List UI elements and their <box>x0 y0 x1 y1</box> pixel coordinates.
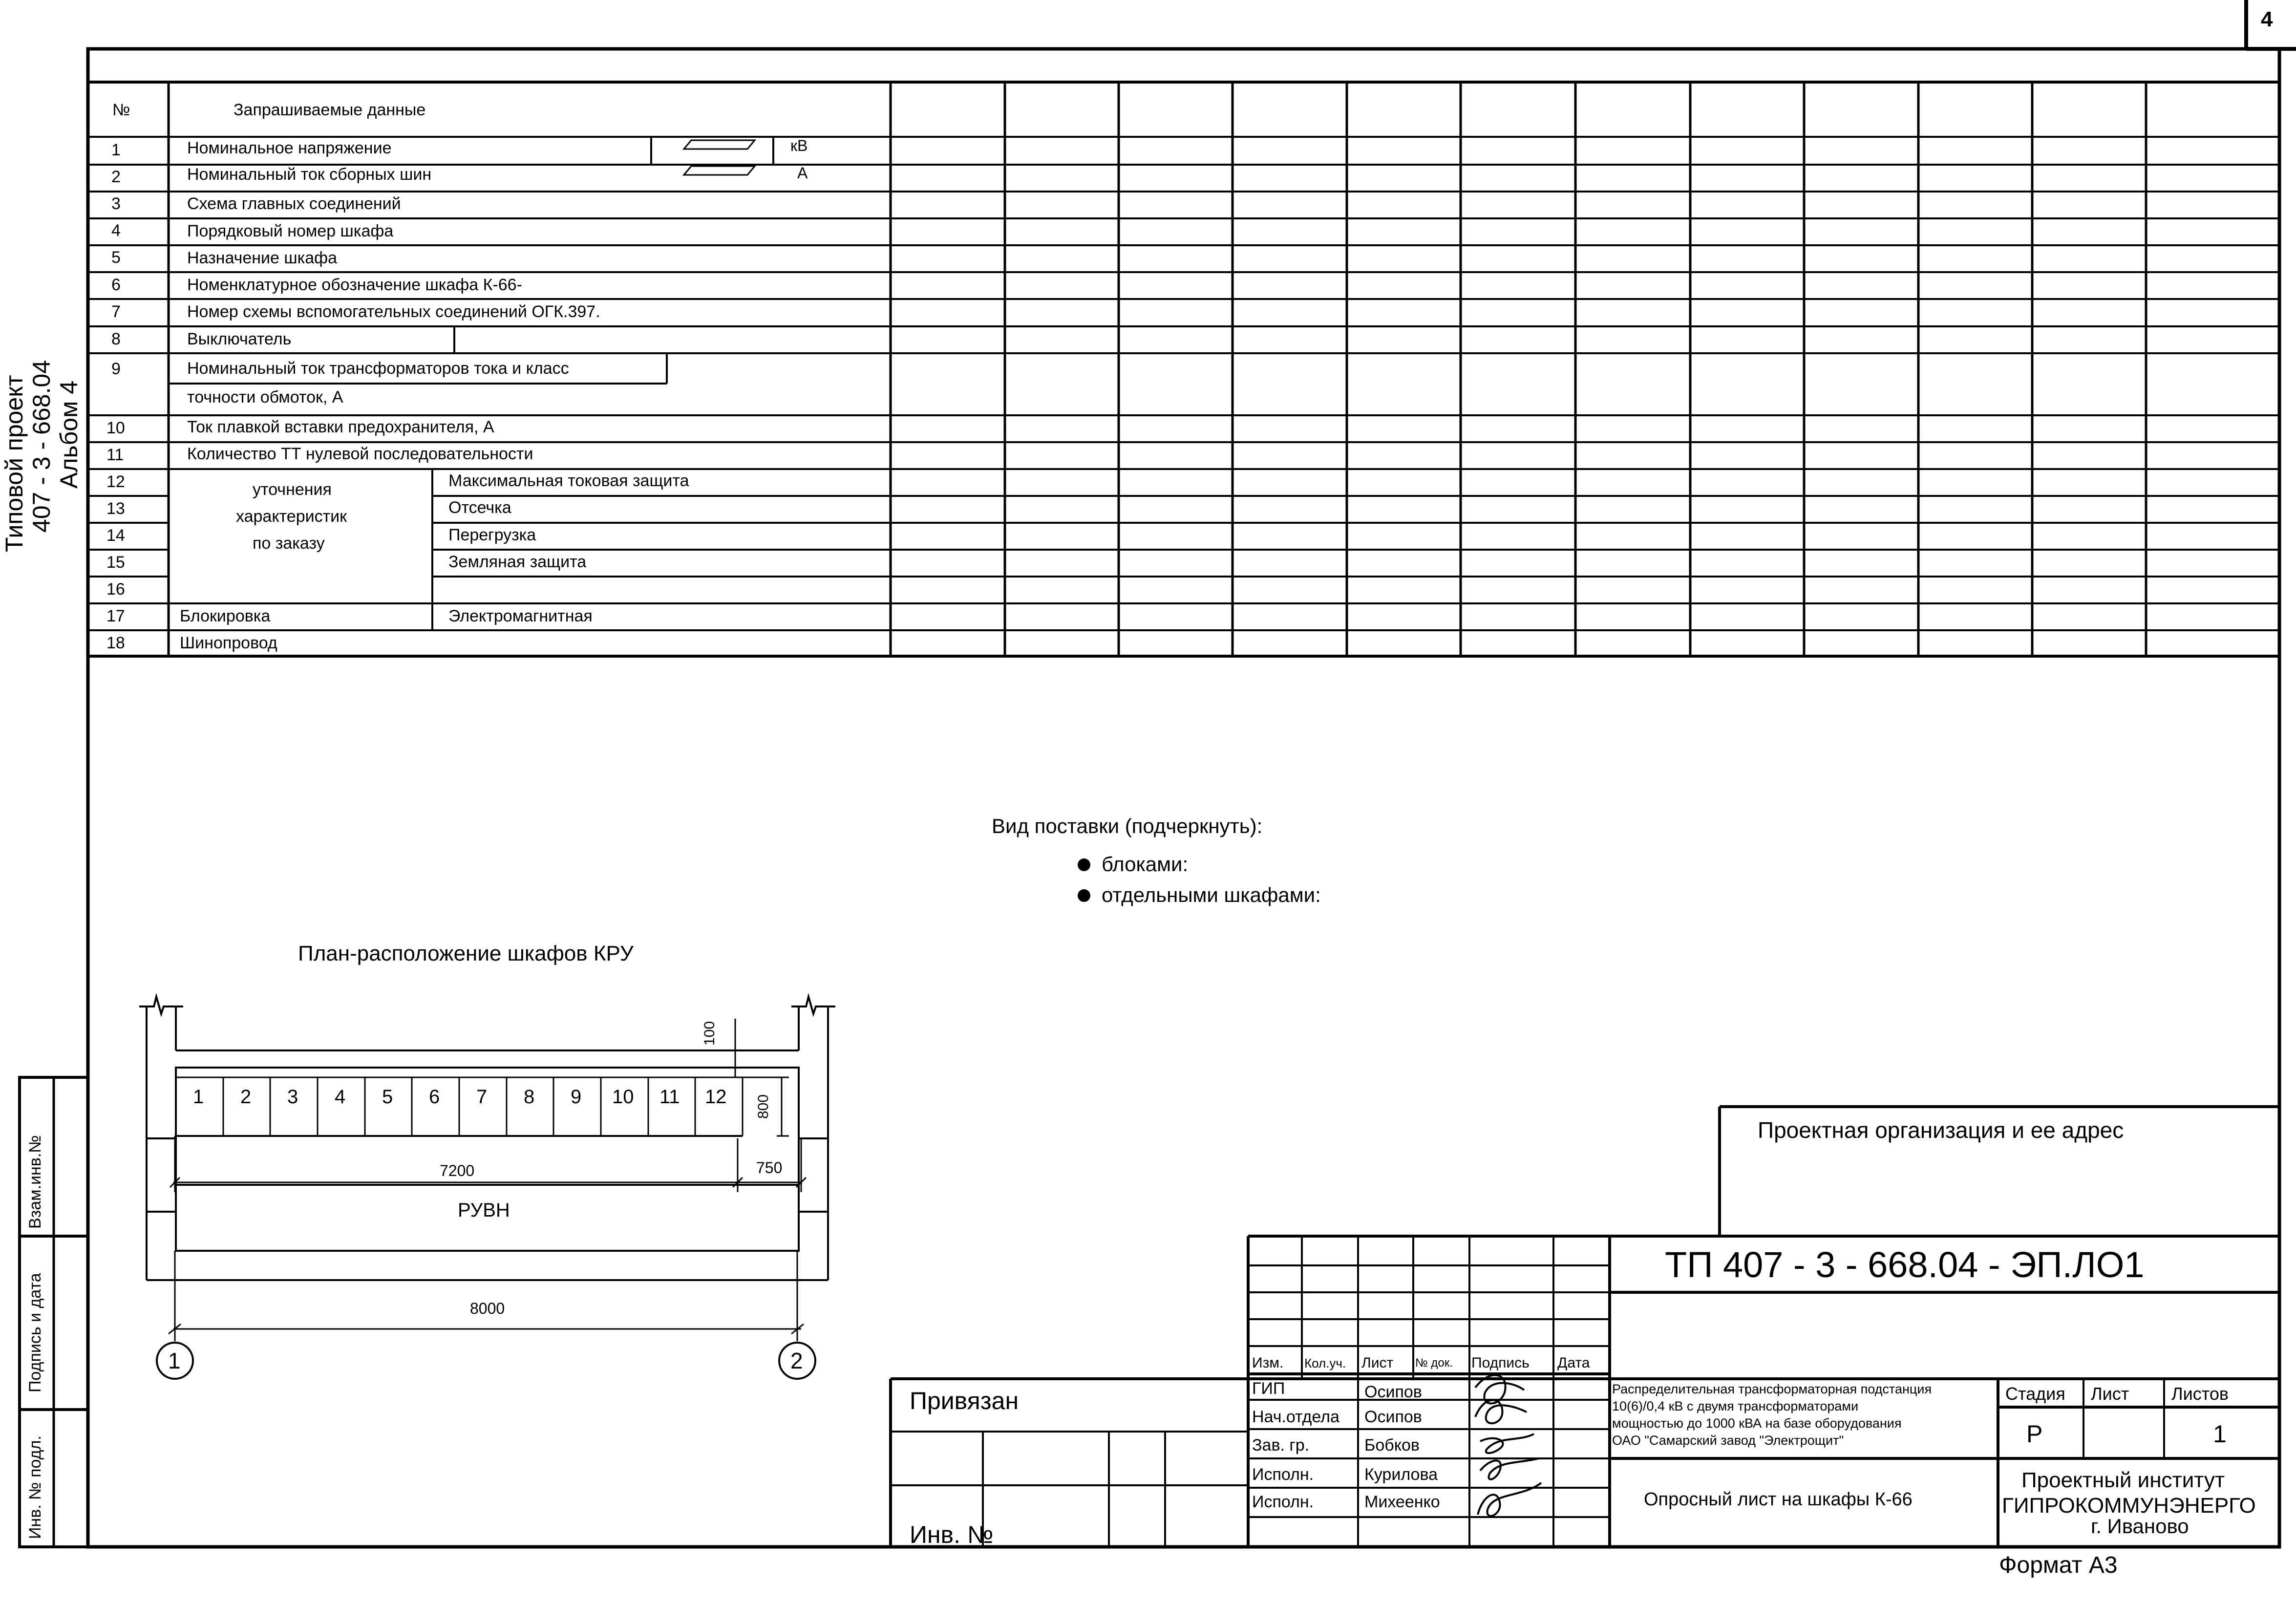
format-label: Формат А3 <box>1999 1552 2118 1578</box>
row-no-2: 2 <box>111 168 121 186</box>
inv-no-label: Инв. № <box>910 1521 994 1548</box>
row-label-1: Номинальное напряжение <box>187 139 392 157</box>
row-no-4: 4 <box>111 221 121 240</box>
room-label: РУВН <box>458 1199 510 1221</box>
cabinet-6: 6 <box>429 1086 440 1108</box>
header-podpis: Подпись <box>1471 1355 1530 1371</box>
col-header-data: Запрашиваемые данные <box>234 101 426 119</box>
row-no-8: 8 <box>111 330 121 348</box>
axis-label-2: 2 <box>790 1348 803 1373</box>
cabinet-5: 5 <box>382 1086 393 1108</box>
delivery-option-cabinets: отдельными шкафами: <box>1102 883 1321 906</box>
col-header-no: № <box>112 101 130 119</box>
row-no-15: 15 <box>106 553 125 572</box>
delivery-title: Вид поставки (подчеркнуть): <box>992 814 1263 837</box>
row-unit-1: кВ <box>790 137 808 154</box>
row-label-2: Номинальный ток сборных шин <box>187 165 432 184</box>
row-label-17b: Электромагнитная <box>448 607 593 625</box>
podpis-data-label: Подпись и дата <box>26 1273 44 1392</box>
row-no-6: 6 <box>111 276 121 294</box>
cabinet-7: 7 <box>476 1086 488 1108</box>
row-no-3: 3 <box>111 194 121 213</box>
role-5: Исполн. <box>1252 1493 1314 1511</box>
cabinet-1: 1 <box>193 1086 204 1108</box>
project-label-line2: 407 - 3 - 668.04 <box>28 360 55 533</box>
role-3: Зав. гр. <box>1252 1436 1310 1455</box>
role-1: ГИП <box>1252 1379 1285 1398</box>
row-label-15: Земляная защита <box>448 553 587 571</box>
axis-label-1: 1 <box>168 1348 181 1373</box>
row-label-9b: точности обмоток, А <box>187 388 343 407</box>
row-no-17: 17 <box>106 607 125 625</box>
group-label-line2: характеристик <box>236 507 347 526</box>
cabinet-8: 8 <box>524 1086 535 1108</box>
bullet-icon <box>1078 858 1090 871</box>
row-no-14: 14 <box>106 526 125 545</box>
dim-7200: 7200 <box>440 1162 475 1179</box>
row-label-17: Блокировка <box>180 607 271 625</box>
row-no-5: 5 <box>111 248 121 267</box>
row-no-1: 1 <box>111 141 121 159</box>
cabinet-2: 2 <box>240 1086 252 1108</box>
header-izm: Изм. <box>1252 1355 1284 1371</box>
row-no-18: 18 <box>106 634 125 652</box>
row-label-4: Порядковый номер шкафа <box>187 222 394 240</box>
delivery-option-blocks: блоками: <box>1102 853 1189 876</box>
description-line4: ОАО "Самарский завод "Электрощит" <box>1612 1433 1844 1448</box>
row-label-9: Номинальный ток трансформаторов тока и класс <box>187 359 569 378</box>
cabinet-4: 4 <box>335 1086 346 1108</box>
dim-100: 100 <box>702 1021 718 1046</box>
header-stadiya: Стадия <box>2005 1384 2065 1404</box>
description-line3: мощностью до 1000 кВА на базе оборудования <box>1612 1416 1902 1431</box>
row-unit-2: А <box>797 164 808 182</box>
document-code: ТП 407 - 3 - 668.04 - ЭП.ЛО1 <box>1665 1244 2145 1285</box>
sheets-value: 1 <box>2213 1420 2227 1448</box>
cabinet-9: 9 <box>571 1086 582 1108</box>
row-no-13: 13 <box>106 499 125 518</box>
cabinet-3: 3 <box>287 1086 298 1108</box>
group-label-line3: по заказу <box>253 534 325 553</box>
name-1: Осипов <box>1364 1383 1422 1401</box>
role-2: Нач.отдела <box>1252 1408 1339 1426</box>
plan-title: План-расположение шкафов КРУ <box>298 942 634 965</box>
signature-marks <box>1475 1375 1541 1516</box>
row-no-10: 10 <box>106 419 125 437</box>
dim-750: 750 <box>756 1159 783 1177</box>
row-no-11: 11 <box>106 446 124 464</box>
row-label-6: Номенклатурное обозначение шкафа К-66- <box>187 276 522 294</box>
name-4: Курилова <box>1364 1465 1438 1484</box>
name-5: Михеенко <box>1364 1493 1440 1511</box>
description-line2: 10(6)/0,4 кВ с двумя трансформаторами <box>1612 1399 1859 1413</box>
cabinet-11: 11 <box>659 1086 680 1108</box>
row-label-8: Выключатель <box>187 330 292 348</box>
org-title: Проектная организация и ее адрес <box>1758 1117 2124 1143</box>
group-label-line1: уточнения <box>253 480 332 499</box>
row-label-3: Схема главных соединений <box>187 194 401 213</box>
cabinet-12: 12 <box>705 1086 727 1108</box>
dim-800: 800 <box>755 1094 771 1119</box>
row-no-16: 16 <box>106 580 125 599</box>
inv-podl-label: Инв. № подл. <box>26 1435 44 1539</box>
row-no-12: 12 <box>106 472 125 491</box>
stadiya-value: Р <box>2026 1420 2043 1448</box>
dim-8000: 8000 <box>470 1300 505 1317</box>
row-label-18: Шинопровод <box>180 634 277 652</box>
role-4: Исполн. <box>1252 1465 1314 1484</box>
sheet-title: Опросный лист на шкафы К-66 <box>1644 1489 1913 1510</box>
name-3: Бобков <box>1364 1436 1420 1455</box>
row-label-7: Номер схемы вспомогательных соединений ОГК.397. <box>187 302 600 321</box>
row-label-13: Отсечка <box>448 498 511 517</box>
project-label-line1: Типовой проект <box>0 375 28 552</box>
row-label-12: Максимальная токовая защита <box>448 471 689 490</box>
header-sheets: Листов <box>2171 1384 2229 1404</box>
institute-line2: ГИПРОКОММУНЭНЕРГО <box>2002 1494 2256 1518</box>
header-ndok: № док. <box>1415 1356 1453 1370</box>
header-list: Лист <box>1361 1355 1394 1371</box>
vzam-inv-label: Взам.инв.№ <box>26 1135 44 1229</box>
cabinet-10: 10 <box>612 1086 634 1108</box>
description-line1: Распределительная трансформаторная подстанция <box>1612 1382 1932 1396</box>
header-koluch: Кол.уч. <box>1304 1356 1346 1370</box>
row-label-5: Назначение шкафа <box>187 249 338 267</box>
row-no-7: 7 <box>111 302 121 321</box>
privyazan-label: Привязан <box>910 1387 1019 1414</box>
page-number: 4 <box>2261 7 2273 31</box>
row-label-10: Ток плавкой вставки предохранителя, А <box>187 418 494 436</box>
bullet-icon <box>1078 889 1090 902</box>
institute-line3: г. Иваново <box>2091 1515 2189 1538</box>
project-label-line3: Альбом 4 <box>55 380 83 489</box>
row-no-9: 9 <box>111 360 121 378</box>
header-sheet: Лист <box>2091 1384 2129 1404</box>
header-data: Дата <box>1557 1355 1590 1371</box>
row-label-14: Перегрузка <box>448 526 536 544</box>
institute-line1: Проектный институт <box>2021 1468 2225 1492</box>
name-2: Осипов <box>1364 1408 1422 1426</box>
row-label-11: Количество ТТ нулевой последовательности <box>187 445 533 463</box>
